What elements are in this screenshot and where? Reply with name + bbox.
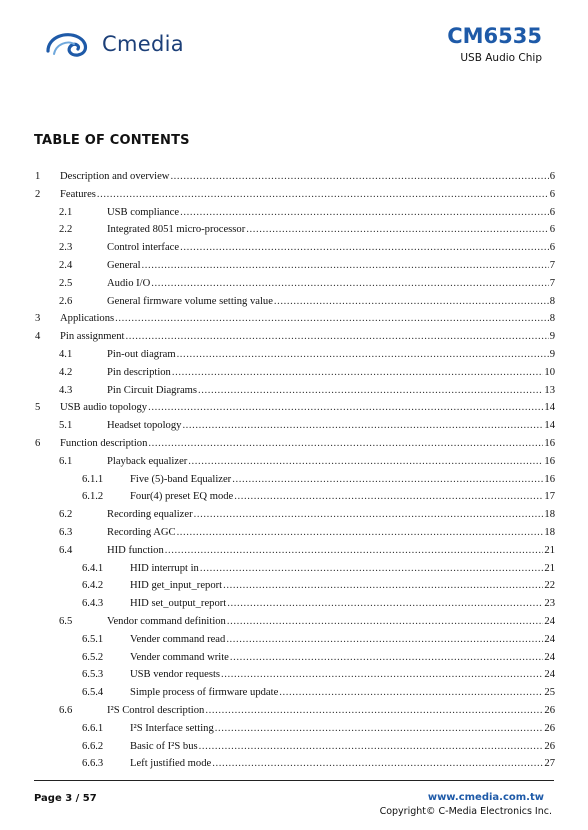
dot-leader — [221, 666, 543, 684]
toc-entry-number: 2.2 — [59, 224, 73, 236]
dot-leader — [180, 239, 549, 257]
dot-leader — [194, 506, 544, 524]
toc-entry[interactable] — [0, 257, 588, 275]
table-of-contents — [0, 168, 588, 773]
toc-entry-number: 6.1 — [59, 455, 73, 467]
toc-entry-title: General firmware volume setting value — [107, 293, 274, 311]
toc-entry-page: 7 — [549, 259, 555, 271]
toc-entry[interactable] — [0, 649, 588, 667]
toc-entry-page: 10 — [544, 366, 555, 378]
toc-entry-title: Pin-out diagram — [107, 346, 177, 364]
toc-entry-title: HID get_input_report — [130, 577, 223, 595]
toc-entry-number: 4.2 — [59, 366, 73, 378]
toc-entry-number: 3 — [35, 313, 41, 325]
toc-entry-page: 7 — [549, 277, 555, 289]
toc-entry[interactable] — [0, 720, 588, 738]
toc-entry-title: Recording AGC — [107, 524, 177, 542]
toc-entry[interactable] — [0, 755, 588, 773]
toc-heading: TABLE OF CONTENTS — [34, 133, 190, 148]
toc-entry[interactable] — [0, 186, 588, 204]
toc-entry-number: 6.2 — [59, 509, 73, 521]
toc-entry-page: 23 — [544, 598, 555, 610]
dot-leader — [200, 560, 544, 578]
dot-leader — [223, 577, 543, 595]
dot-leader — [148, 399, 543, 417]
toc-entry-title: Control interface — [107, 239, 180, 257]
dot-leader — [232, 471, 543, 489]
dot-leader — [188, 453, 543, 471]
toc-entry[interactable] — [0, 613, 588, 631]
toc-entry-title: Basic of I²S bus — [130, 738, 199, 756]
swirl-logo-icon — [44, 29, 96, 59]
toc-entry-page: 24 — [544, 669, 555, 681]
toc-entry-title: Integrated 8051 micro-processor — [107, 221, 246, 239]
toc-entry-title: USB compliance — [107, 204, 180, 222]
toc-entry-page: 21 — [544, 562, 555, 574]
toc-entry-page: 16 — [544, 455, 555, 467]
toc-entry-title: Left justified mode — [130, 755, 212, 773]
toc-entry-number: 6.6 — [59, 704, 73, 716]
dot-leader — [177, 524, 544, 542]
toc-entry-title: Vendor command definition — [107, 613, 227, 631]
dot-leader — [274, 293, 549, 311]
toc-entry-number: 6.1.2 — [82, 491, 104, 503]
toc-entry-title: Five (5)-band Equalizer — [130, 471, 232, 489]
dot-leader — [279, 684, 543, 702]
footer-divider — [34, 780, 554, 781]
toc-entry-number: 6.4.3 — [82, 598, 104, 610]
toc-entry-number: 6.4.2 — [82, 580, 104, 592]
toc-entry-page: 18 — [544, 509, 555, 521]
toc-entry-page: 9 — [549, 348, 555, 360]
toc-entry-title: Pin description — [107, 364, 172, 382]
toc-entry-number: 2.3 — [59, 242, 73, 254]
toc-entry-number: 5 — [35, 402, 41, 414]
toc-entry[interactable] — [0, 399, 588, 417]
dot-leader — [165, 542, 544, 560]
page-header — [0, 0, 588, 80]
toc-entry[interactable] — [0, 275, 588, 293]
dot-leader — [115, 310, 549, 328]
dot-leader — [198, 382, 543, 400]
toc-entry-number: 4.3 — [59, 384, 73, 396]
toc-entry-title: Pin Circuit Diagrams — [107, 382, 198, 400]
toc-entry-number: 6.6.3 — [82, 758, 104, 770]
toc-entry[interactable] — [0, 382, 588, 400]
toc-entry-page: 13 — [544, 384, 555, 396]
toc-entry[interactable] — [0, 577, 588, 595]
chip-subtitle: USB Audio Chip — [460, 52, 542, 64]
toc-entry-page: 6 — [549, 242, 555, 254]
toc-entry-number: 6.1.1 — [82, 473, 104, 485]
toc-entry[interactable] — [0, 702, 588, 720]
toc-entry-number: 6 — [35, 437, 41, 449]
toc-entry-title: Recording equalizer — [107, 506, 194, 524]
toc-entry[interactable] — [0, 595, 588, 613]
toc-entry-number: 2.5 — [59, 277, 73, 289]
toc-entry[interactable] — [0, 738, 588, 756]
cmedia-logo — [44, 26, 184, 62]
dot-leader — [205, 702, 543, 720]
toc-entry-title: HID interrupt in — [130, 560, 200, 578]
dot-leader — [212, 755, 543, 773]
toc-entry-page: 22 — [544, 580, 555, 592]
toc-entry-page: 26 — [544, 722, 555, 734]
toc-entry-title: USB audio topology — [60, 399, 148, 417]
dot-leader — [151, 275, 548, 293]
toc-entry-title: I²S Interface setting — [130, 720, 215, 738]
dot-leader — [170, 168, 548, 186]
toc-entry-number: 6.5.2 — [82, 651, 104, 663]
toc-entry[interactable] — [0, 684, 588, 702]
dot-leader — [142, 257, 549, 275]
toc-entry-page: 6 — [549, 206, 555, 218]
toc-entry-title: Vender command write — [130, 649, 230, 667]
toc-entry-page: 6 — [549, 171, 555, 182]
toc-entry-title: Pin assignment — [60, 328, 125, 346]
toc-entry-title: Applications — [60, 310, 115, 328]
toc-entry-page: 21 — [544, 544, 555, 556]
dot-leader — [230, 649, 544, 667]
toc-entry-number: 2.6 — [59, 295, 73, 307]
toc-entry-number: 6.5 — [59, 615, 73, 627]
toc-entry-number: 2.4 — [59, 259, 73, 271]
dot-leader — [172, 364, 544, 382]
toc-entry[interactable] — [0, 631, 588, 649]
toc-entry-page: 6 — [549, 224, 555, 236]
toc-entry-page: 8 — [549, 313, 555, 325]
toc-entry-number: 6.6.1 — [82, 722, 104, 734]
toc-entry-number: 4.1 — [59, 348, 73, 360]
toc-entry-title: HID set_output_report — [130, 595, 227, 613]
toc-entry-number: 6.5.4 — [82, 687, 104, 699]
toc-entry-page: 24 — [544, 651, 555, 663]
dot-leader — [97, 186, 549, 204]
toc-entry-page: 16 — [544, 437, 555, 449]
toc-entry-title: Function description — [60, 435, 148, 453]
toc-entry-number: 6.5.1 — [82, 633, 104, 645]
toc-entry[interactable] — [0, 435, 588, 453]
toc-entry-title: Vender command read — [130, 631, 226, 649]
dot-leader — [226, 631, 543, 649]
toc-entry[interactable] — [0, 346, 588, 364]
toc-entry-number: 6.4 — [59, 544, 73, 556]
toc-entry-page: 17 — [544, 491, 555, 503]
dot-leader — [199, 738, 544, 756]
toc-entry-page: 9 — [549, 331, 555, 343]
toc-entry-page: 26 — [544, 704, 555, 716]
toc-entry-title: Audio I/O — [107, 275, 151, 293]
copyright-notice: Copyright© C-Media Electronics Inc. — [379, 806, 552, 817]
dot-leader — [180, 204, 549, 222]
toc-entry-title: HID function — [107, 542, 165, 560]
toc-entry-page: 18 — [544, 526, 555, 538]
toc-entry-title: Description and overview — [60, 168, 170, 186]
dot-leader — [182, 417, 543, 435]
toc-entry-title: General — [107, 257, 142, 275]
toc-entry[interactable] — [0, 293, 588, 311]
toc-entry-page: 14 — [544, 402, 555, 414]
dot-leader — [177, 346, 549, 364]
page-number: Page 3 / 57 — [34, 793, 97, 804]
toc-entry-number: 2 — [35, 188, 41, 200]
toc-entry-number: 6.4.1 — [82, 562, 104, 574]
toc-entry-number: 6.3 — [59, 526, 73, 538]
toc-entry-title: Features — [60, 186, 97, 204]
logo-text: Cmedia — [102, 32, 184, 56]
toc-entry-title: I²S Control description — [107, 702, 205, 720]
toc-entry[interactable] — [0, 666, 588, 684]
toc-entry-title: USB vendor requests — [130, 666, 221, 684]
toc-entry-title: Simple process of firmware update — [130, 684, 279, 702]
toc-entry-number: 5.1 — [59, 420, 73, 432]
toc-entry-title: Four(4) preset EQ mode — [130, 488, 234, 506]
chip-model-title: CM6535 — [447, 24, 542, 48]
toc-entry[interactable] — [0, 221, 588, 239]
toc-entry[interactable] — [0, 524, 588, 542]
toc-entry-page: 27 — [544, 758, 555, 770]
toc-entry[interactable] — [0, 310, 588, 328]
dot-leader — [227, 613, 544, 631]
toc-entry-number: 6.6.2 — [82, 740, 104, 752]
toc-entry-number: 4 — [35, 331, 41, 343]
toc-entry[interactable] — [0, 364, 588, 382]
toc-entry-page: 26 — [544, 740, 555, 752]
toc-entry-title: Headset topology — [107, 417, 182, 435]
dot-leader — [125, 328, 548, 346]
toc-entry[interactable] — [0, 328, 588, 346]
toc-entry-page: 16 — [544, 473, 555, 485]
dot-leader — [227, 595, 543, 613]
dot-leader — [246, 221, 548, 239]
toc-entry[interactable] — [0, 239, 588, 257]
toc-entry[interactable] — [0, 417, 588, 435]
toc-entry-number: 2.1 — [59, 206, 73, 218]
toc-entry[interactable] — [0, 506, 588, 524]
dot-leader — [215, 720, 544, 738]
dot-leader — [234, 488, 543, 506]
toc-entry-page: 25 — [544, 687, 555, 699]
toc-entry-page: 8 — [549, 295, 555, 307]
toc-entry[interactable] — [0, 453, 588, 471]
toc-entry-page: 14 — [544, 420, 555, 432]
toc-entry[interactable] — [0, 560, 588, 578]
toc-entry-page: 24 — [544, 633, 555, 645]
toc-entry-title: Playback equalizer — [107, 453, 188, 471]
toc-entry[interactable] — [0, 471, 588, 489]
website-url[interactable]: www.cmedia.com.tw — [427, 792, 544, 803]
toc-entry[interactable] — [0, 168, 588, 186]
dot-leader — [148, 435, 543, 453]
toc-entry-page: 24 — [544, 615, 555, 627]
toc-entry-number: 1 — [35, 171, 41, 182]
toc-entry[interactable] — [0, 542, 588, 560]
toc-entry[interactable] — [0, 204, 588, 222]
toc-entry-number: 6.5.3 — [82, 669, 104, 681]
toc-entry[interactable] — [0, 488, 588, 506]
toc-entry-page: 6 — [549, 188, 555, 200]
